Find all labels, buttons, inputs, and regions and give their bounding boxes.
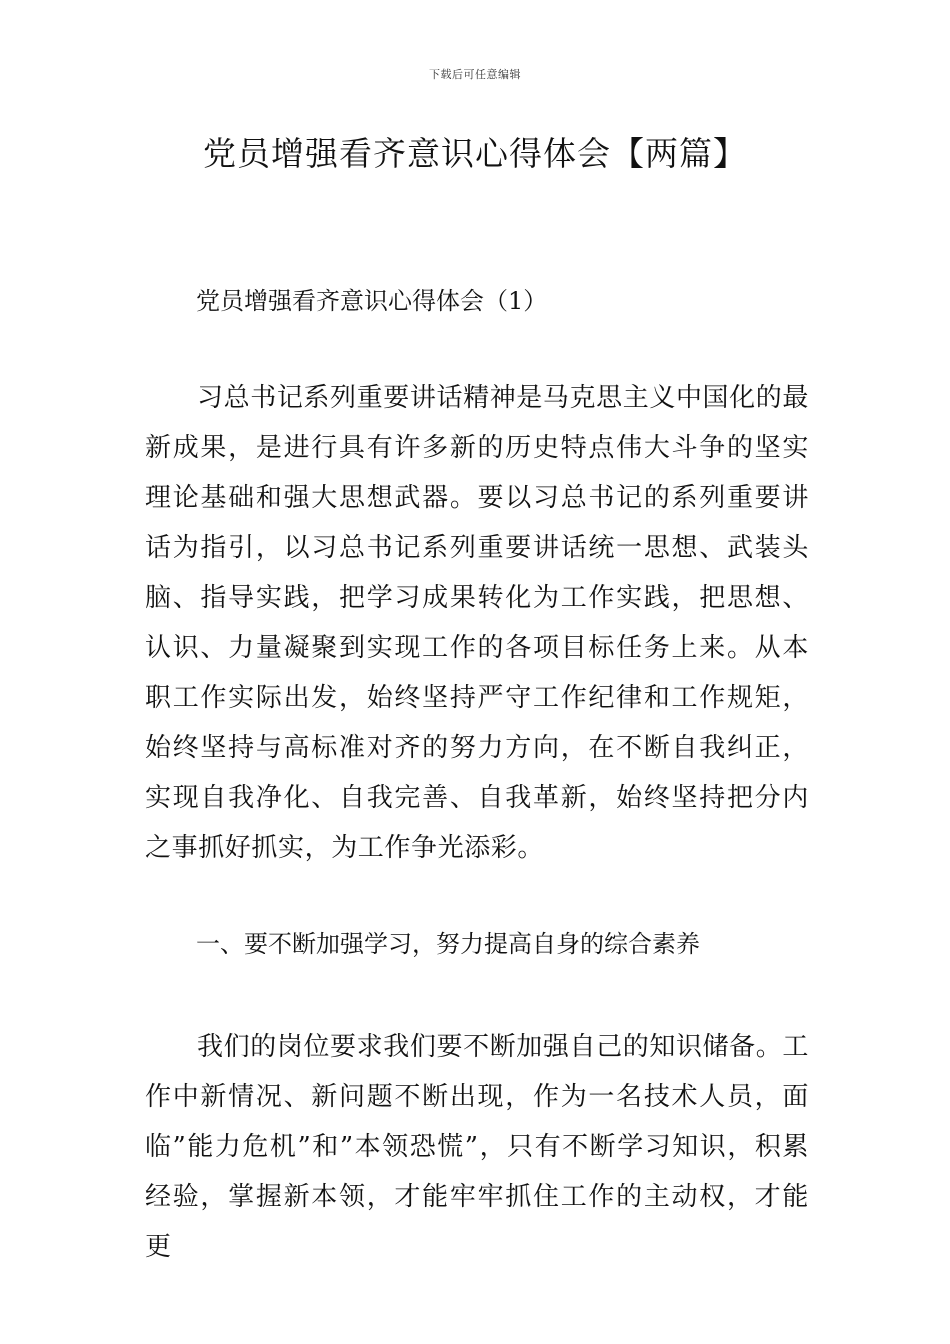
document-title: 党员增强看齐意识心得体会【两篇】 <box>203 134 747 173</box>
document-subtitle: 党员增强看齐意识心得体会（1） <box>196 287 548 315</box>
body-paragraph-2: 我们的岗位要求我们要不断加强自己的知识储备。工作中新情况、新问题不断出现，作为一名技术人员，面临”能力危机”和”本领恐慌”，只有不断学习知识，积累经验，掌握新本领，才能牢牢抓住工作的主动权，才能更 <box>145 1032 809 1262</box>
header-note: 下载后可任意编辑 <box>429 68 521 81</box>
section-heading-1: 一、要不断加强学习，努力提高自身的综合素养 <box>196 930 700 958</box>
body-paragraph-1: 习总书记系列重要讲话精神是马克思主义中国化的最新成果，是进行具有许多新的历史特点伟大斗争的坚实理论基础和强大思想武器。要以习总书记的系列重要讲话为指引，以习总书记系列重要讲话统一思想、武装头脑、指导实践，把学习成果转化为工作实践，把思想、认识、力量凝聚到实现工作的各项目标任务上来。从本职工作实际出发，始终坚持严守工作纪律和工作规矩，始终坚持与高标准对齐的努力方向，在不断自我纠正，实现自我净化、自我完善、自我革新，始终坚持把分内之事抓好抓实，为工作争光添彩。 <box>145 383 809 863</box>
